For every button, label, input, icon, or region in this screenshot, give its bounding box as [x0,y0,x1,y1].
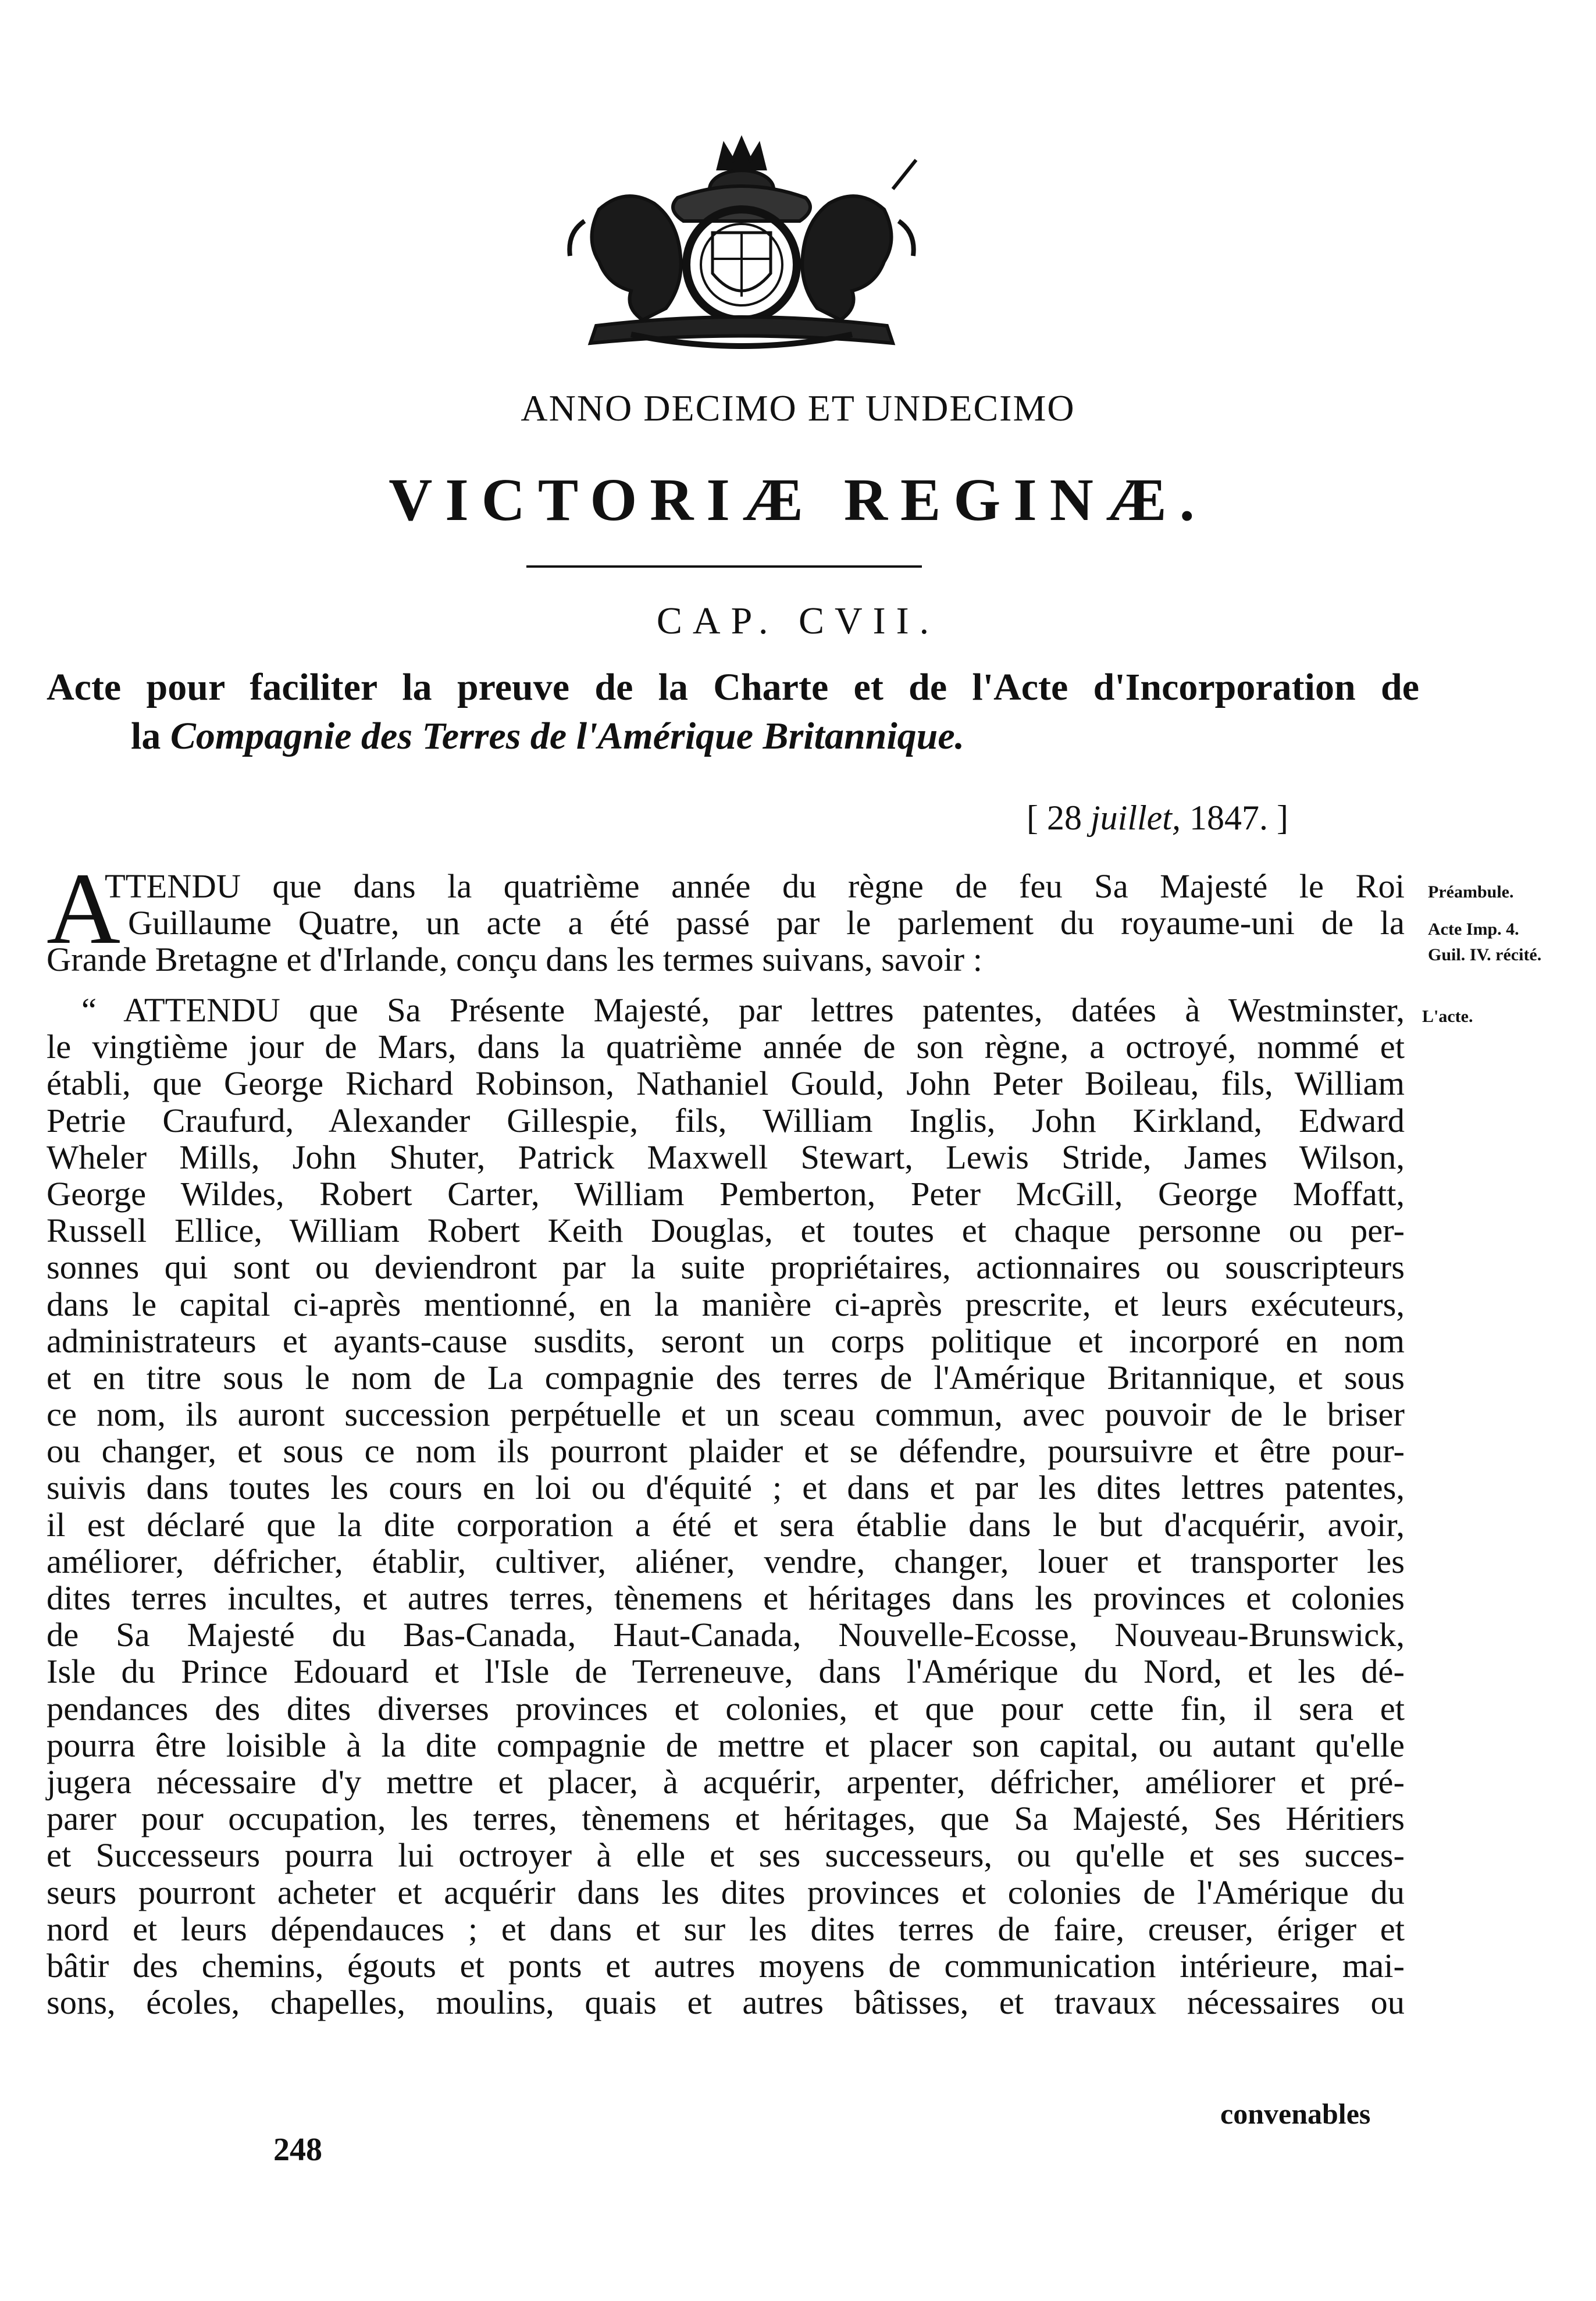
recital-line: et en titre sous le nom de La compagnie des terres de l'Amérique Britannique, et sous [47,1358,1405,1397]
recital-line: nord et leurs dépendauces ; et dans et sur les dites terres de faire, creuser, ériger et [47,1910,1405,1948]
recital-line: George Wildes, Robert Carter, William Pemberton, Peter McGill, George Moffatt, [47,1174,1405,1213]
recital-line: Wheler Mills, John Shuter, Patrick Maxwell Stewart, Lewis Stride, James Wilson, [47,1138,1405,1176]
page-number: 248 [273,2132,322,2168]
act-title-prefix: la [131,715,170,757]
preamble-line: TTENDU que dans la quatrième année du règne de feu Sa Majesté le Roi [105,867,1405,905]
recital-line: parer pour occupation, les terres, tènemens et héritages, que Sa Majesté, Ses Héritiers [47,1800,1405,1838]
regnal-title: VICTORIÆ REGINÆ. [389,466,1207,533]
preamble-line: Guillaume Quatre, un acte a été passé par le parlement du royaume-uni de la [128,904,1405,942]
recital-line: dites terres incultes, et autres terres, tènemens et héritages dans les provinces et colonies [47,1579,1405,1617]
margin-note-preambule: Préambule. [1428,882,1514,902]
company-name: Compagnie des Terres de l'Amérique Britannique. [170,715,965,757]
act-title-line-2 [131,712,1410,761]
recital-line: le vingtième jour de Mars, dans la quatrième année de son règne, a octroyé, nommé et [47,1028,1405,1066]
recital-line: il est déclaré que la dite corporation a été et sera établie dans le but d'acquérir, avoir, [47,1505,1405,1544]
recital-line: seurs pourront acheter et acquérir dans les dites provinces et colonies de l'Amérique du [47,1873,1405,1911]
recital-line: jugera nécessaire d'y mettre et placer, à acquérir, arpenter, défricher, améliorer et pré- [47,1762,1405,1801]
anno-heading: ANNO DECIMO ET UNDECIMO [521,387,1075,429]
catchword: convenables [1220,2097,1371,2130]
recital-line: et Successeurs pourra lui octroyer à elle et ses successeurs, ou qu'elle et ses succes- [47,1836,1405,1875]
heading-rule [526,565,922,568]
date-close: 1847. ] [1180,799,1288,837]
recital-line: Russell Ellice, William Robert Keith Douglas, et toutes et chaque personne ou per- [47,1212,1405,1250]
recital-line: de Sa Majesté du Bas-Canada, Haut-Canada, Nouvelle-Ecosse, Nouveau-Brunswick, [47,1616,1405,1654]
recital-line: pendances des dites diverses provinces et colonies, et que pour cette fin, il sera et [47,1689,1405,1727]
recital-line: Petrie Craufurd, Alexander Gillespie, fils, William Inglis, John Kirkland, Edward [47,1101,1405,1139]
recital-line: sonnes qui sont ou deviendront par la suite propriétaires, actionnaires ou souscripteurs [47,1248,1405,1287]
preamble-line: Grande Bretagne et d'Irlande, conçu dans les termes suivans, savoir : [47,941,983,979]
recital-line: établi, que George Richard Robinson, Nathaniel Gould, John Peter Boileau, fils, William [47,1064,1405,1103]
recital-line: ou changer, et sous ce nom ils pourront plaider et se défendre, poursuivre et être pour- [47,1432,1405,1470]
margin-note-acte: L'acte. [1422,1007,1473,1026]
recital-line: sons, écoles, chapelles, moulins, quais et autres bâtisses, et travaux nécessaires ou [47,1983,1405,2022]
recital-line: suivis dans toutes les cours en loi ou d'équité ; et dans et par les dites lettres patentes, [47,1469,1405,1507]
recital-paragraph [47,992,1405,2021]
royal-coat-of-arms [544,134,939,366]
recital-line: améliorer, défricher, établir, cultiver, aliéner, vendre, changer, louer et transporter les [47,1542,1405,1580]
recital-line: Isle du Prince Edouard et l'Isle de Terreneuve, dans l'Amérique du Nord, et les dé- [47,1652,1405,1691]
recital-line: “ ATTENDU que Sa Présente Majesté, par lettres patentes, datées à Westminster, [81,991,1405,1029]
chapter-number: CAP. CVII. [656,600,940,642]
recital-line: bâtir des chemins, égouts et ponts et autres moyens de communication intérieure, mai- [47,1946,1405,1985]
drop-cap: A [47,852,121,966]
act-date [1027,798,1288,838]
margin-note-acte-imp: Acte Imp. 4. [1428,920,1519,939]
date-month: juillet, [1090,799,1181,837]
recital-line: ce nom, ils auront succession perpétuelle et un sceau commun, avec pouvoir de le briser [47,1395,1405,1434]
recital-line: administrateurs et ayants-cause susdits, seront un corps politique et incorporé en nom [47,1322,1405,1360]
act-title-line-1: Acte pour faciliter la preuve de la Charte et de l'Acte d'Incorporation de [47,666,1419,708]
recital-line: dans le capital ci-après mentionné, en la manière ci-après prescrite, et leurs exécuteurs, [47,1285,1405,1323]
date-open: [ 28 [1027,799,1091,837]
margin-note-guil: Guil. IV. récité. [1428,945,1542,964]
recital-line: pourra être loisible à la dite compagnie de mettre et placer son capital, ou autant qu'elle [47,1726,1405,1764]
preamble-paragraph [47,868,1405,978]
